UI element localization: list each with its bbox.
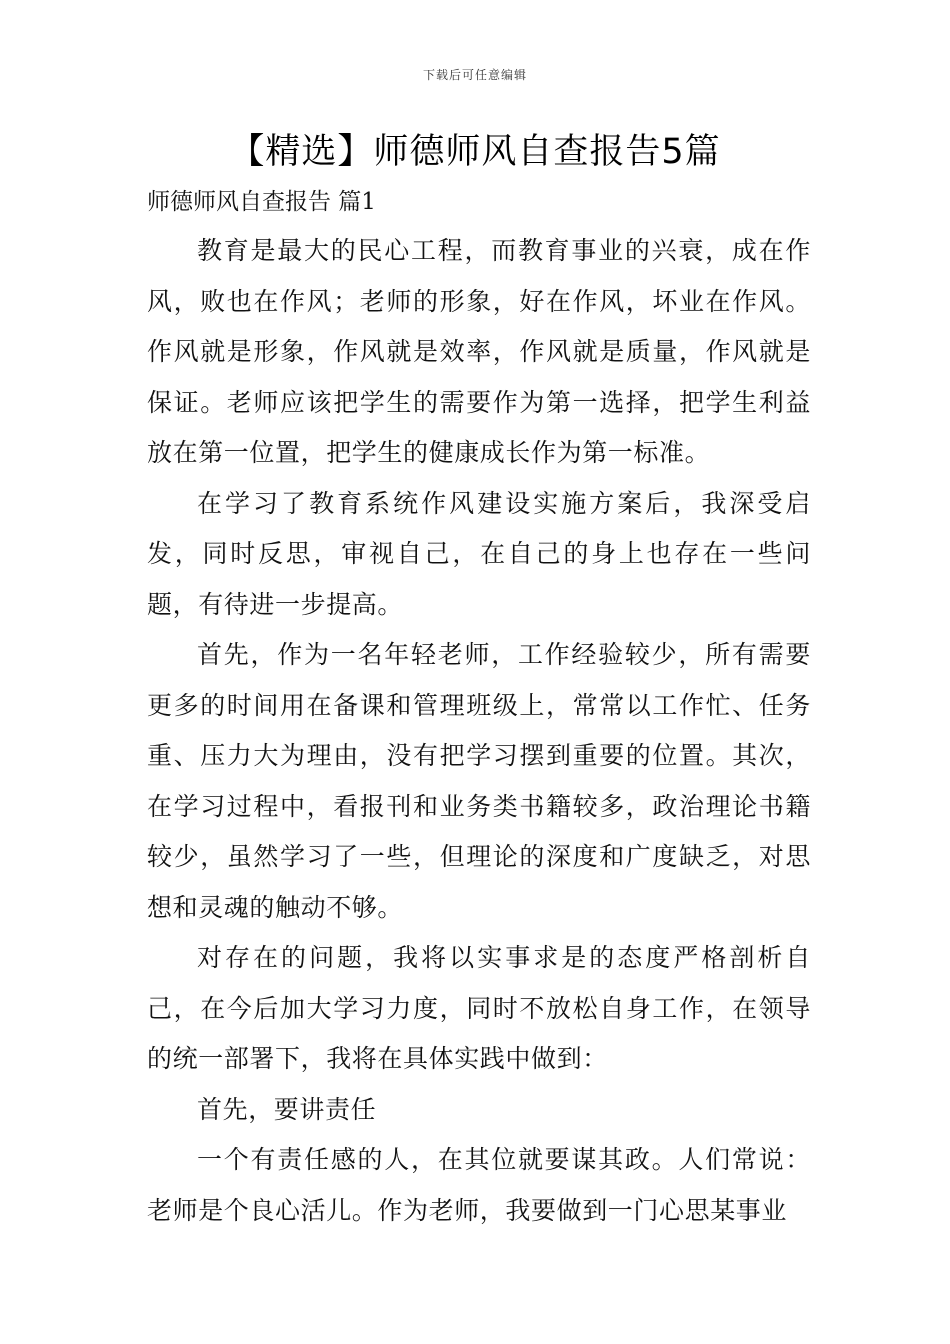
body-text bbox=[147, 226, 811, 1236]
sub-heading: 首先，要讲责任 bbox=[197, 1094, 377, 1124]
section-heading: 师德师风自查报告 篇1 bbox=[147, 189, 376, 215]
paragraph: 在学习了教育系统作风建设实施方案后，我深受启发，同时反思，审视自己，在自己的身上也存在一些问题，有待进一步提高。 bbox=[147, 488, 811, 619]
header-note: 下载后可任意编辑 bbox=[422, 68, 527, 82]
paragraph: 教育是最大的民心工程，而教育事业的兴衰，成在作风，败也在作风；老师的形象，好在作风，坏业在作风。作风就是形象，作风就是效率，作风就是质量，作风就是保证。老师应该把学生的需要作为第一选择，把学生利益放在第一位置，把学生的健康成长作为第一标准。 bbox=[147, 236, 811, 467]
paragraph: 首先，作为一名年轻老师，工作经验较少，所有需要更多的时间用在备课和管理班级上，常常以工作忙、任务重、压力大为理由，没有把学习摆到重要的位置。其次，在学习过程中，看报刊和业务类书籍较多，政治理论书籍较少，虽然学习了一些，但理论的深度和广度缺乏，对思想和灵魂的触动不够。 bbox=[147, 640, 811, 922]
paragraph: 一个有责任感的人，在其位就要谋其政。人们常说：老师是个良心活儿。作为老师，我要做到一门心思某事业 bbox=[147, 1145, 811, 1225]
document-title: 【精选】师德师风自查报告5篇 bbox=[229, 132, 721, 172]
paragraph: 对存在的问题，我将以实事求是的态度严格剖析自己，在今后加大学习力度，同时不放松自身工作，在领导的统一部署下，我将在具体实践中做到： bbox=[147, 943, 811, 1073]
